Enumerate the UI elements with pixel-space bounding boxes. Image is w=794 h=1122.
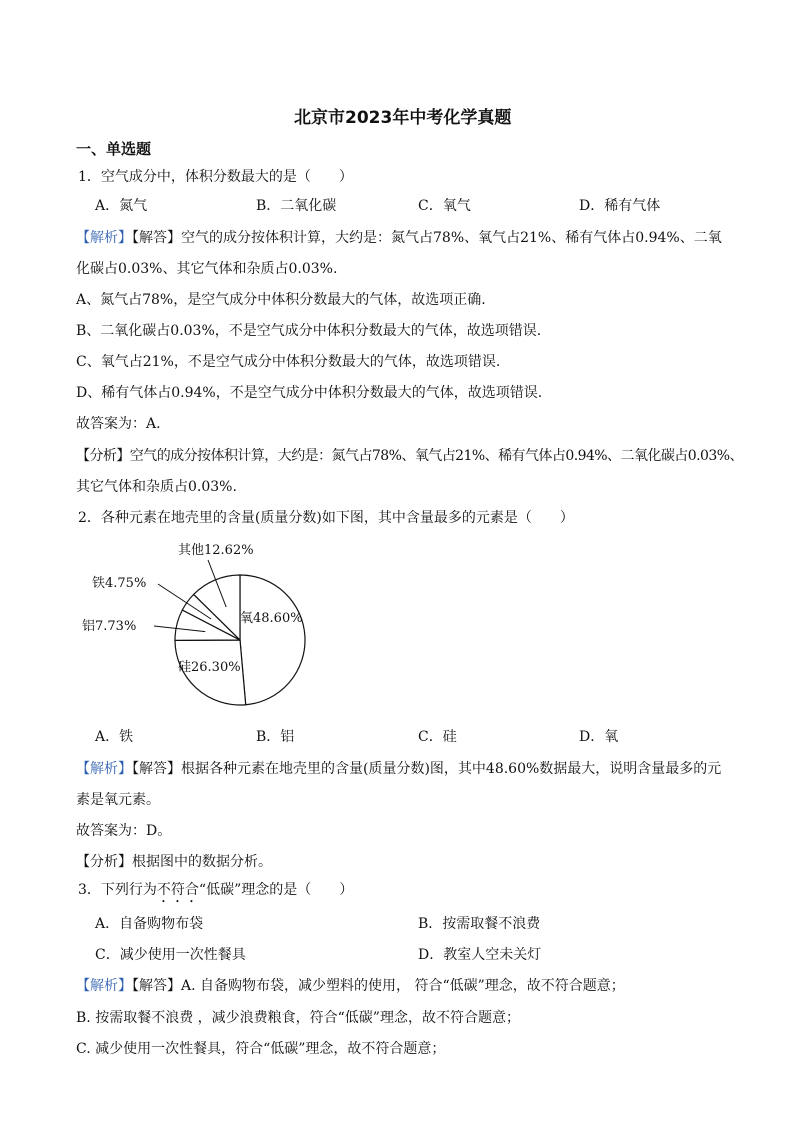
q3-stem-post: “低碳”理念的是（ ） (198, 882, 354, 898)
q1-explain-b: B、二氧化碳占0.03%，不是空气成分中体积分数最大的气体，故选项错误. (76, 323, 542, 339)
q3-option-b: B．按需取餐不浪费 (418, 916, 541, 932)
q2-option-c: C．硅 (418, 729, 457, 745)
q1-analysis-tag: 【解析】 (76, 230, 132, 246)
pie-label-other: 其他12.62% (178, 543, 254, 558)
pie-slices (175, 575, 305, 705)
q2-final-answer: 故答案为：D。 (76, 823, 172, 839)
q3-answer-c: C. 减少使用一次性餐具，符合“低碳”理念，故不符合题意； (76, 1041, 446, 1057)
q2-stem: 2．各种元素在地壳里的含量(质量分数)如下图，其中含量最多的元素是（ ） (78, 510, 574, 526)
q2-option-a: A．铁 (95, 729, 134, 745)
q1-explain-d: D、稀有气体占0.94%，不是空气成分中体积分数最大的气体，故选项错误. (76, 385, 543, 401)
q2-option-b: B．铝 (256, 729, 295, 745)
document-title: 北京市2023年中考化学真题 (294, 108, 512, 128)
q1-explain-c: C、氧气占21%，不是空气成分中体积分数最大的气体，故选项错误. (76, 354, 501, 370)
q2-option-d: D．氧 (579, 729, 619, 745)
crust-elements-pie-chart (80, 534, 340, 724)
q3-option-a: A．自备购物布袋 (95, 916, 204, 932)
q2-answer-text: 【解答】根据各种元素在地壳里的含量(质量分数)图，其中48.60%数据最大，说明含量最多的元 (132, 761, 722, 777)
q1-answer-line1 (76, 228, 722, 248)
q1-final-answer: 故答案为：A. (76, 416, 161, 432)
q1-option-a: A．氮气 (95, 198, 148, 214)
pie-slice-oxygen (240, 575, 305, 705)
pie-label-aluminum: 铝7.73% (82, 619, 137, 634)
pie-label-silicon: 硅26.30% (178, 660, 241, 675)
q3-answer-a (76, 976, 625, 996)
q1-explain-a: A、氮气占78%，是空气成分中体积分数最大的气体，故选项正确. (76, 292, 486, 308)
q3-stem-emphasis: 不符合 (156, 882, 199, 898)
pie-label-oxygen: 氧48.60% (240, 611, 303, 626)
q3-stem-pre: 3．下列行为 (78, 882, 157, 898)
q1-option-b: B．二氧化碳 (256, 198, 337, 214)
q3-option-c: C．减少使用一次性餐具 (95, 947, 246, 963)
q2-analysis: 【分析】根据图中的数据分析。 (76, 854, 272, 870)
q1-option-d: D．稀有气体 (579, 198, 661, 214)
q1-answer-line2: 化碳占0.03%、其它气体和杂质占0.03%. (76, 261, 338, 277)
q1-option-c: C．氧气 (418, 198, 471, 214)
q3-option-d: D．教室人空未关灯 (418, 947, 542, 963)
q2-answer-line1 (76, 759, 721, 779)
section-heading: 一、单选题 (76, 140, 152, 158)
q3-analysis-tag: 【解析】 (76, 978, 132, 994)
q1-answer-text: 【解答】空气的成分按体积计算，大约是：氮气占78%、氧气占21%、稀有气体占0.94%、二氧 (132, 230, 722, 246)
q1-stem: 1．空气成分中，体积分数最大的是（ ） (78, 169, 353, 185)
pie-label-iron: 铁4.75% (92, 576, 147, 591)
q2-analysis-tag: 【解析】 (76, 761, 132, 777)
q2-answer-line2: 素是氧元素。 (76, 792, 160, 808)
q3-answer-a-text: 【解答】A. 自备购物布袋，减少塑料的使用， 符合“低碳”理念，故不符合题意； (132, 978, 625, 994)
q3-answer-b: B. 按需取餐不浪费 ，减少浪费粮食，符合“低碳”理念，故不符合题意； (76, 1010, 520, 1026)
q3-stem (78, 880, 353, 906)
q1-analysis-line1: 【分析】空气的成分按体积计算，大约是：氮气占78%、氧气占21%、稀有气体占0.94%、二氧化碳占0.03%、 (76, 448, 743, 464)
q1-analysis-line2: 其它气体和杂质占0.03%. (76, 479, 237, 495)
